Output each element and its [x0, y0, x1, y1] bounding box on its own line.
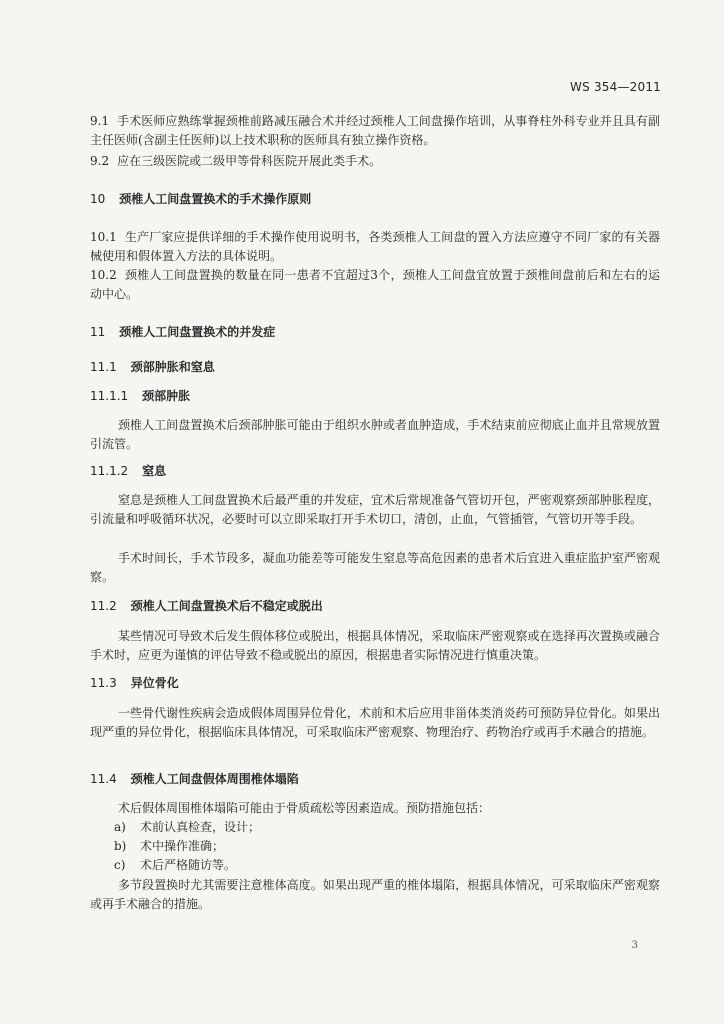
paragraph-11-4a	[90, 799, 660, 818]
heading-number: 11.1.2	[90, 464, 129, 478]
list-marker: b)	[114, 839, 127, 853]
paragraph-11-1-1	[90, 416, 660, 454]
heading-number: 11.2	[90, 599, 117, 613]
list-item-text: 术后严格随访等。	[140, 858, 237, 872]
clause-number: 10.1	[90, 230, 117, 244]
heading-title: 颈部肿胀和窒息	[130, 360, 215, 374]
clause-text: 手术医师应熟练掌握颈椎前路减压融合术并经过颈椎人工间盘操作培训，从事脊柱外科专业并且具有副主任医师(含副主任医师)以上技术职称的医师具有独立操作资格。	[90, 114, 660, 147]
clause-number: 9.2	[90, 154, 110, 168]
page-number: 3	[631, 940, 638, 951]
list-item	[90, 837, 660, 856]
subsection-heading-11-1-2	[90, 462, 660, 481]
paragraph-text: 某些情况可导致术后发生假体移位或脱出，根据具体情况，采取临床严密观察或在选择再次置换或融合手术时，应更为谨慎的评估导致不稳或脱出的原因，根据患者实际情况进行慎重决策。	[90, 629, 660, 662]
clause-10-1	[90, 228, 660, 266]
heading-title: 颈椎人工间盘假体周围椎体塌陷	[130, 772, 299, 786]
paragraph-text: 一些骨代谢性疾病会造成假体周围异位骨化，术前和术后应用非甾体类消炎药可预防异位骨化。如果出现严重的异位骨化，根据临床具体情况，可采取临床严密观察、物理治疗、药物治疗或再手术融合的措施。	[90, 706, 660, 739]
prevention-list	[90, 818, 660, 875]
heading-title: 异位骨化	[130, 676, 179, 690]
clause-text: 颈椎人工间盘置换的数量在同一患者不宜超过3个，颈椎人工间盘宜放置于颈椎间盘前后和左右的运动中心。	[90, 268, 660, 301]
paragraph-text: 多节段置换时尤其需要注意椎体高度。如果出现严重的椎体塌陷，根据具体情况，可采取临床严密观察或再手术融合的措施。	[90, 878, 660, 911]
heading-number: 11.1.1	[90, 389, 129, 403]
clause-text: 应在三级医院或二级甲等骨科医院开展此类手术。	[117, 154, 382, 168]
section-heading-11	[90, 323, 660, 342]
subsection-heading-11-1-1	[90, 387, 660, 406]
heading-title: 颈部肿胀	[142, 389, 191, 403]
paragraph-text: 术后假体周围椎体塌陷可能由于骨质疏松等因素造成。预防措施包括：	[118, 801, 491, 815]
heading-number: 10	[90, 192, 106, 206]
paragraph-text: 颈椎人工间盘置换术后颈部肿胀可能由于组织水肿或者血肿造成，手术结束前应彻底止血并且常规放置引流管。	[90, 418, 660, 451]
clause-text: 生产厂家应提供详细的手术操作使用说明书，各类颈椎人工间盘的置入方法应遵守不同厂家的有关器械使用和假体置入方法的具体说明。	[90, 230, 660, 263]
list-item	[90, 818, 660, 837]
clause-9-1	[90, 112, 660, 150]
clause-number: 9.1	[90, 114, 110, 128]
standard-code: WS 354—2011	[570, 80, 661, 94]
heading-title: 颈椎人工间盘置换术的并发症	[119, 325, 276, 339]
paragraph-11-1-2a	[90, 491, 660, 529]
paragraph-11-4b	[90, 876, 660, 914]
subsection-heading-11-4	[90, 770, 660, 789]
paragraph-11-1-2b	[90, 549, 660, 587]
list-item	[90, 856, 660, 875]
subsection-heading-11-1	[90, 358, 660, 377]
heading-number: 11.3	[90, 676, 117, 690]
heading-number: 11	[90, 325, 106, 339]
clause-10-2	[90, 266, 660, 304]
heading-number: 11.1	[90, 360, 117, 374]
list-marker: c)	[114, 858, 126, 872]
list-item-text: 术前认真检查，设计；	[140, 820, 261, 834]
heading-title: 颈椎人工间盘置换术后不稳定或脱出	[130, 599, 323, 613]
heading-number: 11.4	[90, 772, 117, 786]
paragraph-text: 手术时间长，手术节段多，凝血功能差等可能发生窒息等高危因素的患者术后宜进入重症监护室严密观察。	[90, 551, 660, 584]
clause-number: 10.2	[90, 268, 117, 282]
paragraph-text: 窒息是颈椎人工间盘置换术后最严重的并发症，宜术后常规准备气管切开包，严密观察颈部肿胀程度，引流量和呼吸循环状况，必要时可以立即采取打开手术切口，清创，止血，气管插管，气管切开等手段。	[90, 493, 660, 526]
list-item-text: 术中操作准确；	[140, 839, 225, 853]
list-marker: a)	[114, 820, 126, 834]
paragraph-11-2	[90, 627, 660, 665]
clause-9-2	[90, 152, 660, 171]
subsection-heading-11-2	[90, 597, 660, 616]
heading-title: 颈椎人工间盘置换术的手术操作原则	[119, 192, 312, 206]
subsection-heading-11-3	[90, 674, 660, 693]
paragraph-11-3	[90, 704, 660, 742]
heading-title: 窒息	[142, 464, 167, 478]
section-heading-10	[90, 190, 660, 209]
